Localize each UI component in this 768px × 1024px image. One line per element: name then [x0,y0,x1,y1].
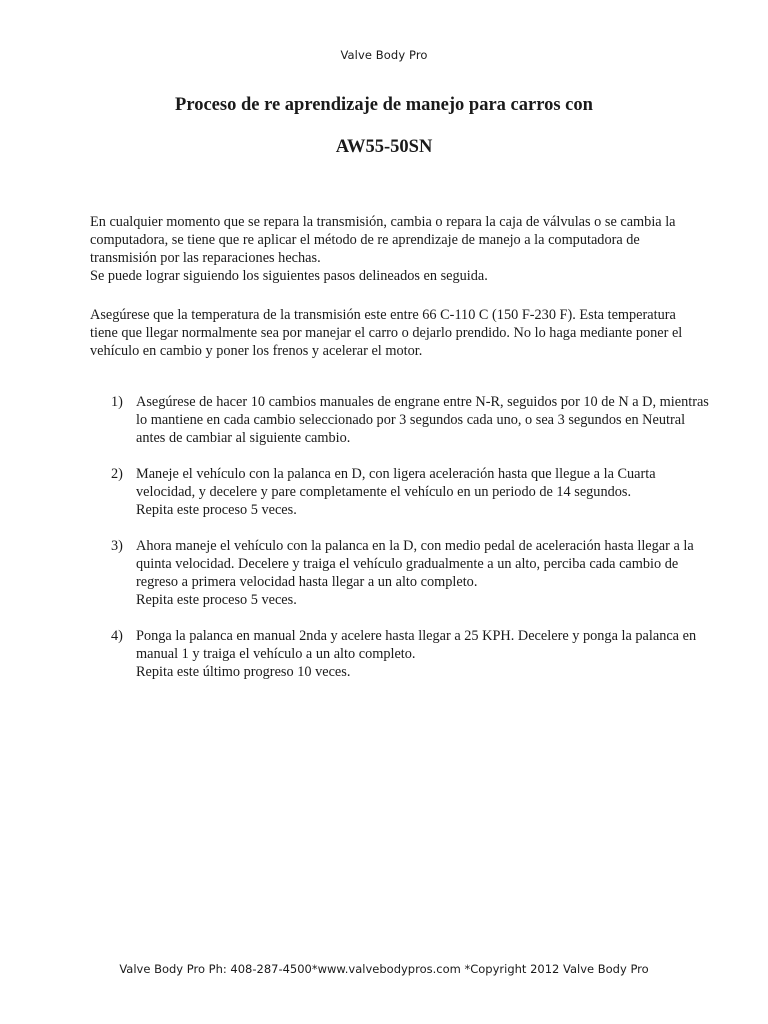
intro-paragraph [90,213,695,285]
step-number: 2) [111,466,123,482]
step-repeat: Repita este proceso 5 veces. [136,592,297,608]
step-text: Ponga la palanca en manual 2nda y acelere hasta llegar a 25 KPH. Decelere y ponga la palanca en manual 1 y traiga el vehículo a un alto completo. [136,628,697,662]
step-repeat: Repita este último progreso 10 veces. [136,664,351,680]
step-number: 4) [111,628,123,644]
intro-text: En cualquier momento que se repara la transmisión, cambia o repara la caja de válvulas o se cambia la computadora, se tiene que re aplicar el método de re aprendizaje de manejo a la computadora de transmisión por las reparaciones hechas. [90,214,676,266]
page-header: Valve Body Pro [340,48,428,62]
step-item [90,537,710,609]
document-title: Proceso de re aprendizaje de manejo para carros con [175,95,593,115]
intro-text-2: Se puede lograr siguiendo los siguientes pasos delineados en seguida. [90,268,488,284]
step-repeat: Repita este proceso 5 veces. [136,502,297,518]
step-text: Ahora maneje el vehículo con la palanca en la D, con medio pedal de aceleración hasta llegar a la quinta velocidad. Decelere y traiga el vehículo gradualmente a un alto, perciba cada cambio de regreso a primera velocidad hasta llegar a un alto completo. [136,538,694,590]
step-number: 3) [111,538,123,554]
temperature-paragraph: Asegúrese que la temperatura de la transmisión este entre 66 C-110 C (150 F-230 F). Esta temperatura tiene que llegar normalmente sea por manejar el carro o dejarlo prendido. No lo haga mediante poner el vehículo en cambio y poner los frenos y acelerar el motor. [90,307,683,359]
page-footer: Valve Body Pro Ph: 408-287-4500*www.valvebodypros.com *Copyright 2012 Valve Body Pro [119,962,649,976]
document-subtitle: AW55-50SN [335,137,433,157]
step-item [90,465,710,519]
step-item [90,393,710,447]
step-item [90,627,710,681]
step-text: Maneje el vehículo con la palanca en D, con ligera aceleración hasta que llegue a la Cuarta velocidad, y decelere y pare completamente el vehículo en un periodo de 14 segundos. [136,466,656,500]
step-number: 1) [111,394,123,410]
steps-list [90,393,710,699]
step-text: Asegúrese de hacer 10 cambios manuales de engrane entre N-R, seguidos por 10 de N a D, mientras lo mantiene en cada cambio seleccionado por 3 segundos cada uno, o sea 3 segundos en Neutral antes de cambiar al siguiente cambio. [136,394,709,446]
